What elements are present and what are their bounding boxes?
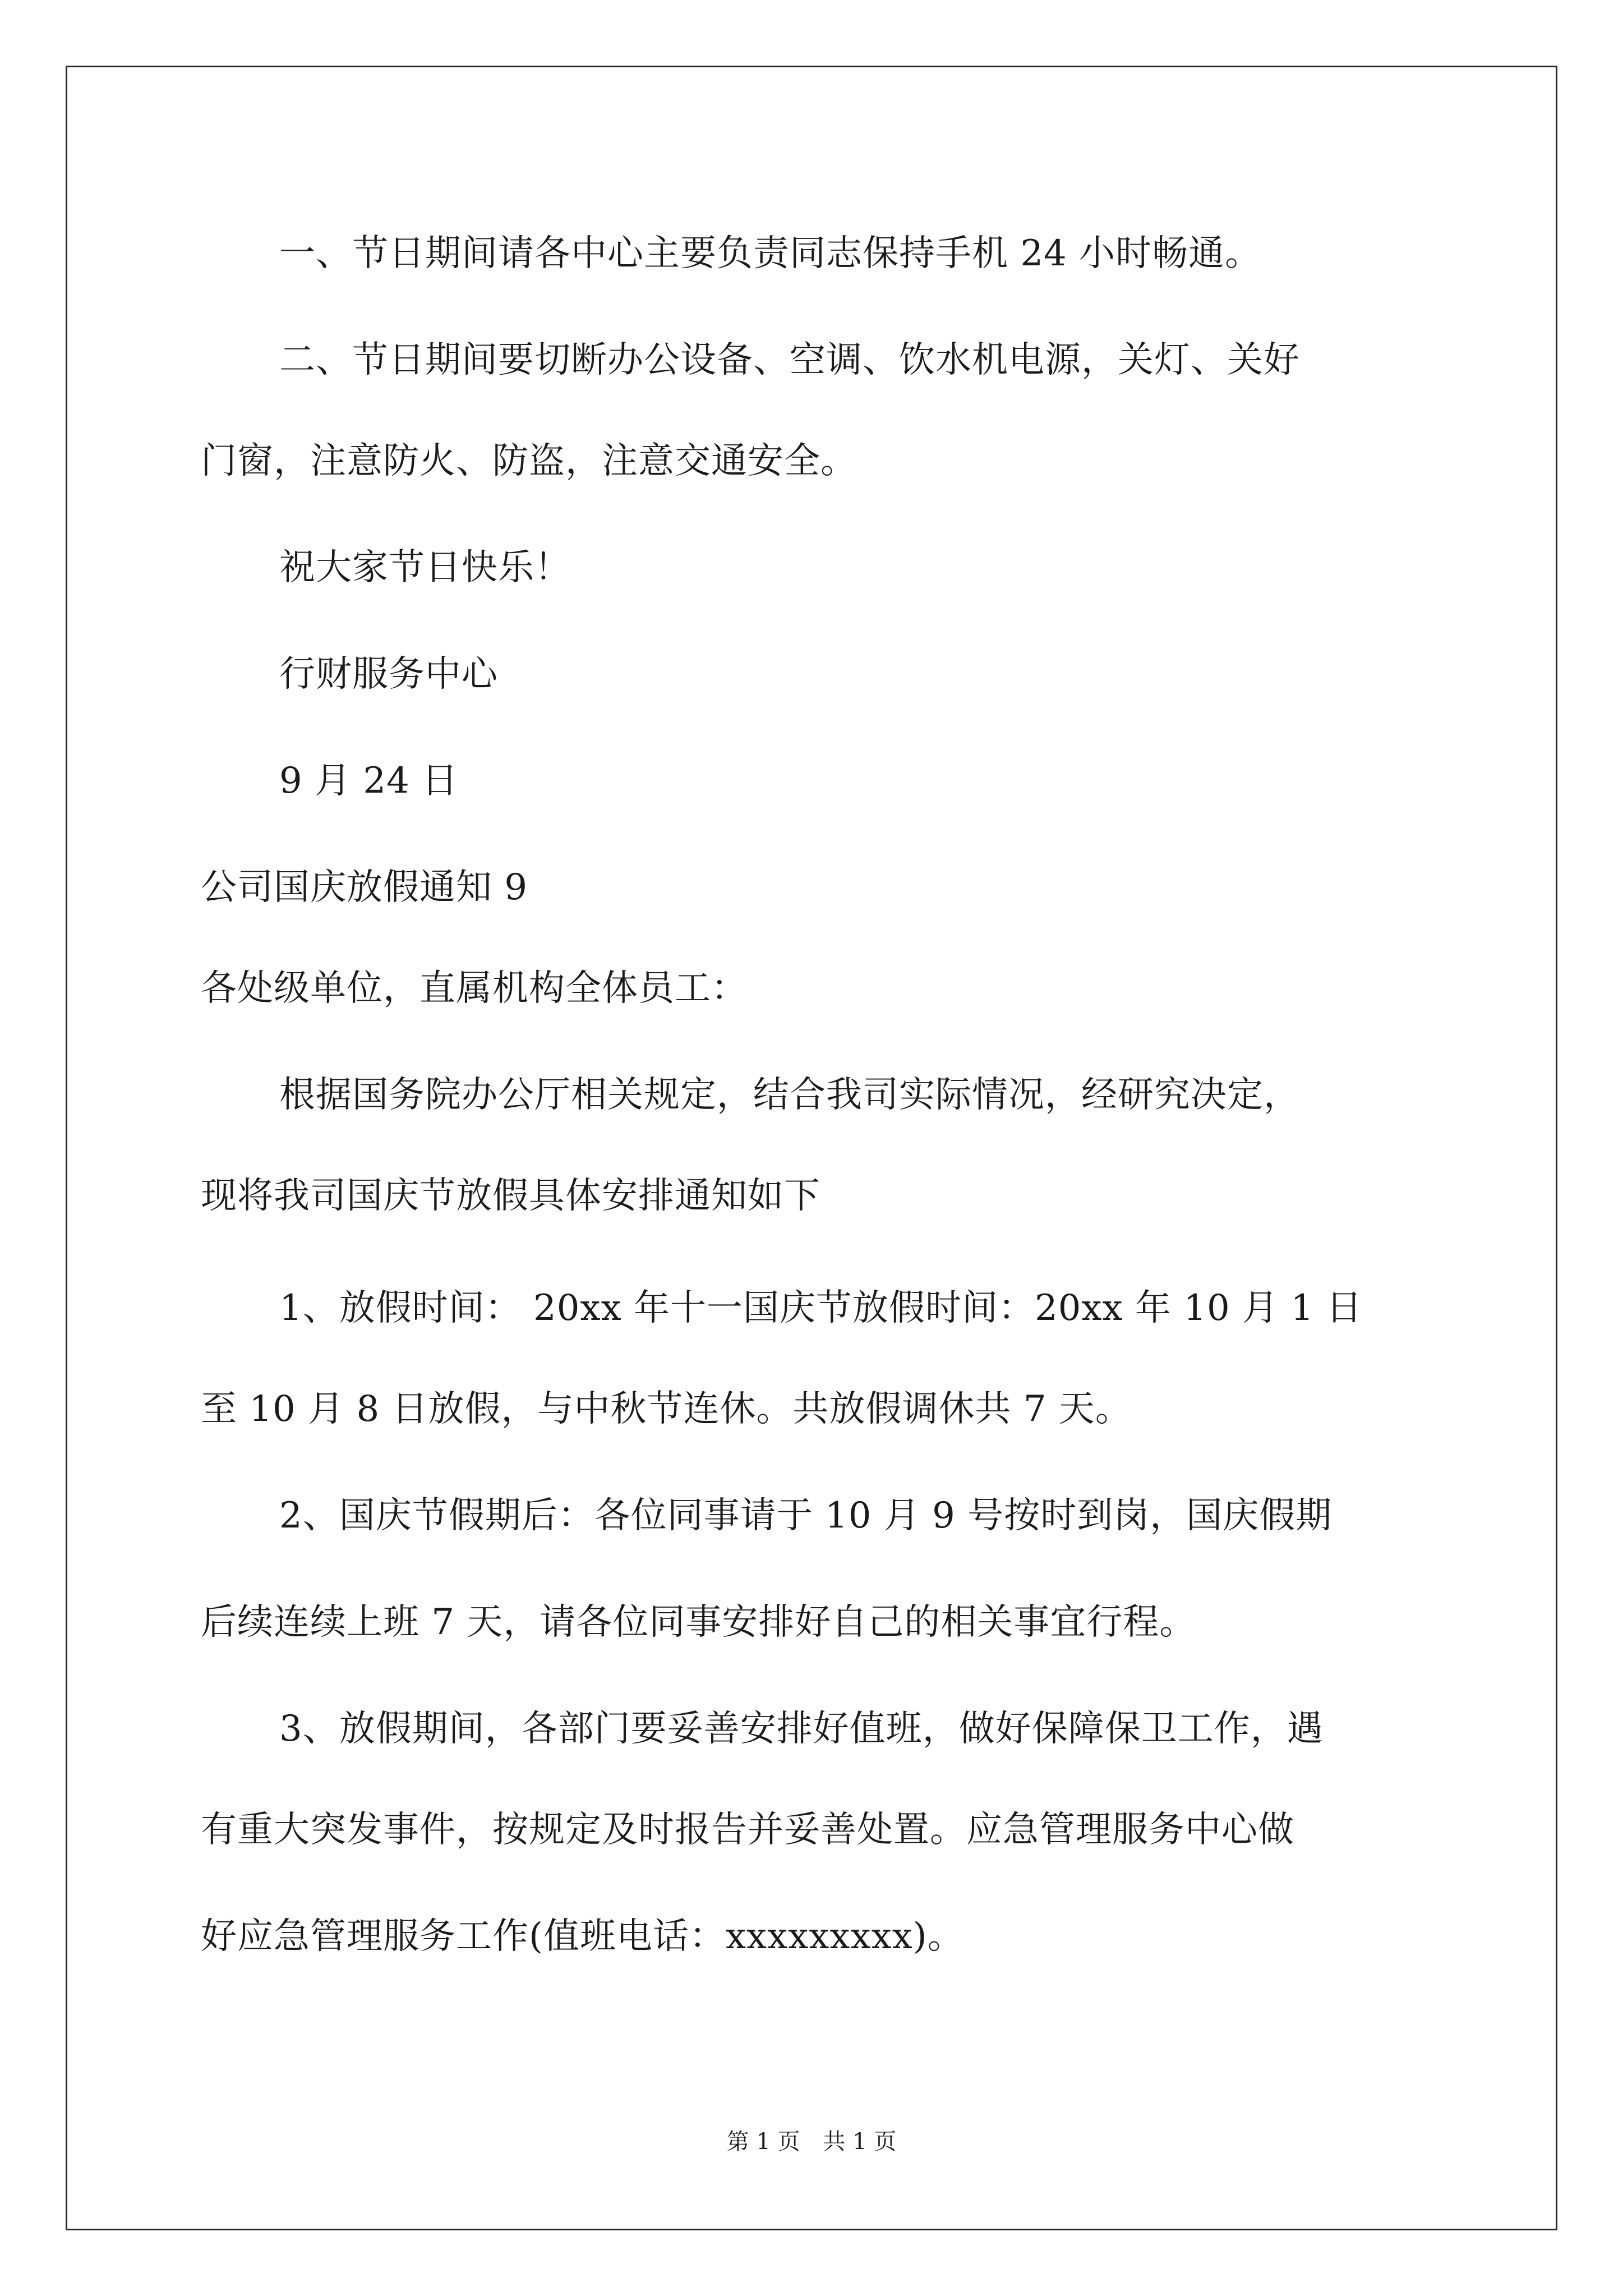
signature-date: 9 月 24 日 [279,760,459,802]
paragraph-line: 2、国庆节假期后：各位同事请于 10 月 9 号按时到岗，国庆假期 [279,1495,1332,1536]
section-title: 公司国庆放假通知 9 [201,867,528,908]
paragraph-line: 1、放假时间： 20xx 年十一国庆节放假时间：20xx 年 10 月 1 日 [279,1287,1363,1329]
paragraph-line: 有重大突发事件，按规定及时报告并妥善处置。应急管理服务中心做 [201,1809,1294,1851]
paragraph-line: 根据国务院办公厅相关规定，结合我司实际情况，经研究决定， [279,1074,1300,1116]
paragraph-line: 门窗，注意防火、防盗，注意交通安全。 [201,440,857,482]
page-border [66,66,1557,2230]
signature-org: 行财服务中心 [279,654,498,695]
page-number-current: 第 1 页 [726,2129,800,2155]
salutation: 各处级单位，直属机构全体员工： [201,968,748,1009]
paragraph-line: 二、节日期间要切断办公设备、空调、饮水机电源，关灯、关好 [279,339,1300,381]
page-number-total: 共 1 页 [823,2129,897,2155]
page-footer [0,2126,1623,2157]
paragraph-line: 一、节日期间请各中心主要负责同志保持手机 24 小时畅通。 [279,233,1262,274]
paragraph-line: 至 10 月 8 日放假，与中秋节连休。共放假调休共 7 天。 [201,1388,1132,1430]
paragraph-line: 后续连续上班 7 天，请各位同事安排好自己的相关事宜行程。 [201,1602,1196,1643]
paragraph-line: 现将我司国庆节放假具体安排通知如下 [201,1175,820,1217]
paragraph-line: 祝大家节日快乐！ [279,547,571,588]
paragraph-line: 好应急管理服务工作(值班电话：xxxxxxxxx)。 [201,1916,964,1957]
paragraph-line: 3、放假期间，各部门要妥善安排好值班，做好保障保卫工作，遇 [279,1708,1324,1750]
